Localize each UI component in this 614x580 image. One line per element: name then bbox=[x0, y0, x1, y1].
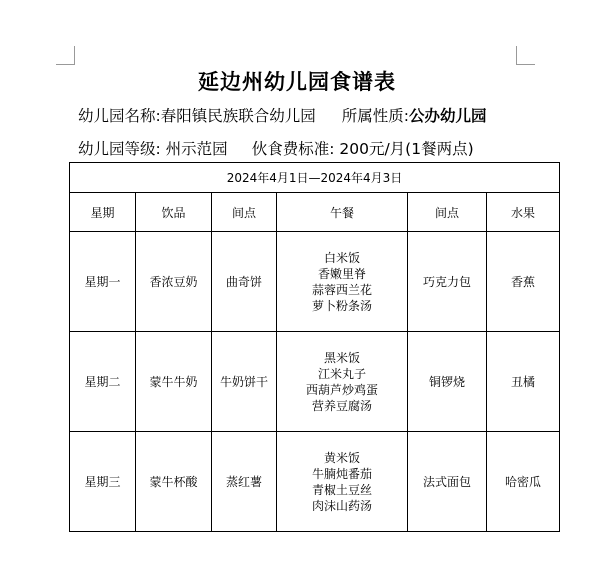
document-title: 延边州幼儿园食谱表 bbox=[198, 70, 396, 94]
lunch-cell bbox=[277, 232, 408, 332]
margin-corner-mark-top-right bbox=[516, 46, 535, 65]
drink-cell: 蒙牛杯酸 bbox=[136, 432, 212, 532]
header-lunch: 午餐 bbox=[277, 193, 408, 232]
lunch-item: 西葫芦炒鸡蛋 bbox=[305, 382, 378, 397]
nature-value: 公办幼儿园 bbox=[408, 107, 487, 125]
header-weekday: 星期 bbox=[70, 193, 136, 232]
info-line-kindergarten bbox=[78, 104, 487, 126]
snack1-cell: 蒸红薯 bbox=[212, 432, 277, 532]
header-row bbox=[70, 193, 560, 232]
date-range-row bbox=[70, 163, 560, 193]
snack2-cell: 铜锣烧 bbox=[408, 332, 487, 432]
day-cell: 星期一 bbox=[70, 232, 136, 332]
lunch-item: 萝卜粉条汤 bbox=[311, 298, 372, 313]
table-row bbox=[70, 332, 560, 432]
lunch-item: 香嫩里脊 bbox=[317, 266, 366, 281]
lunch-item: 营养豆腐汤 bbox=[311, 398, 372, 413]
lunch-cell bbox=[277, 332, 408, 432]
nature-label: 所属性质: bbox=[341, 107, 409, 125]
date-range-cell: 2024年4月1日—2024年4月3日 bbox=[70, 163, 560, 193]
lunch-item: 黑米饭 bbox=[323, 350, 360, 365]
margin-corner-mark-top-left bbox=[56, 46, 75, 65]
kindergarten-name-label: 幼儿园名称: bbox=[78, 107, 161, 125]
header-snack-1: 间点 bbox=[212, 193, 277, 232]
fee-value: 200元/月(1餐两点) bbox=[339, 140, 474, 158]
fruit-cell: 哈密瓜 bbox=[487, 432, 560, 532]
table-row bbox=[70, 232, 560, 332]
lunch-cell bbox=[277, 432, 408, 532]
lunch-item: 白米饭 bbox=[323, 250, 360, 265]
info-line-level-fee bbox=[78, 137, 474, 159]
fee-label: 伙食费标准: bbox=[251, 140, 335, 158]
snack2-cell: 巧克力包 bbox=[408, 232, 487, 332]
header-drink: 饮品 bbox=[136, 193, 212, 232]
level-value: 州示范园 bbox=[165, 140, 228, 158]
lunch-item: 青椒土豆丝 bbox=[311, 482, 372, 497]
lunch-item: 牛腩炖番茄 bbox=[311, 466, 372, 481]
lunch-item: 黄米饭 bbox=[323, 450, 360, 465]
day-cell: 星期三 bbox=[70, 432, 136, 532]
header-snack-2: 间点 bbox=[408, 193, 487, 232]
table-row bbox=[70, 432, 560, 532]
lunch-item: 肉沫山药汤 bbox=[311, 498, 372, 513]
kindergarten-name-value: 春阳镇民族联合幼儿园 bbox=[160, 107, 316, 125]
day-cell: 星期二 bbox=[70, 332, 136, 432]
snack1-cell: 曲奇饼 bbox=[212, 232, 277, 332]
snack1-cell: 牛奶饼干 bbox=[212, 332, 277, 432]
lunch-item: 蒜蓉西兰花 bbox=[311, 282, 372, 297]
level-label: 幼儿园等级: bbox=[78, 140, 161, 158]
menu-table bbox=[69, 162, 560, 532]
snack2-cell: 法式面包 bbox=[408, 432, 487, 532]
fruit-cell: 丑橘 bbox=[487, 332, 560, 432]
fruit-cell: 香蕉 bbox=[487, 232, 560, 332]
header-fruit: 水果 bbox=[487, 193, 560, 232]
drink-cell: 香浓豆奶 bbox=[136, 232, 212, 332]
lunch-item: 江米丸子 bbox=[317, 366, 366, 381]
drink-cell: 蒙牛牛奶 bbox=[136, 332, 212, 432]
